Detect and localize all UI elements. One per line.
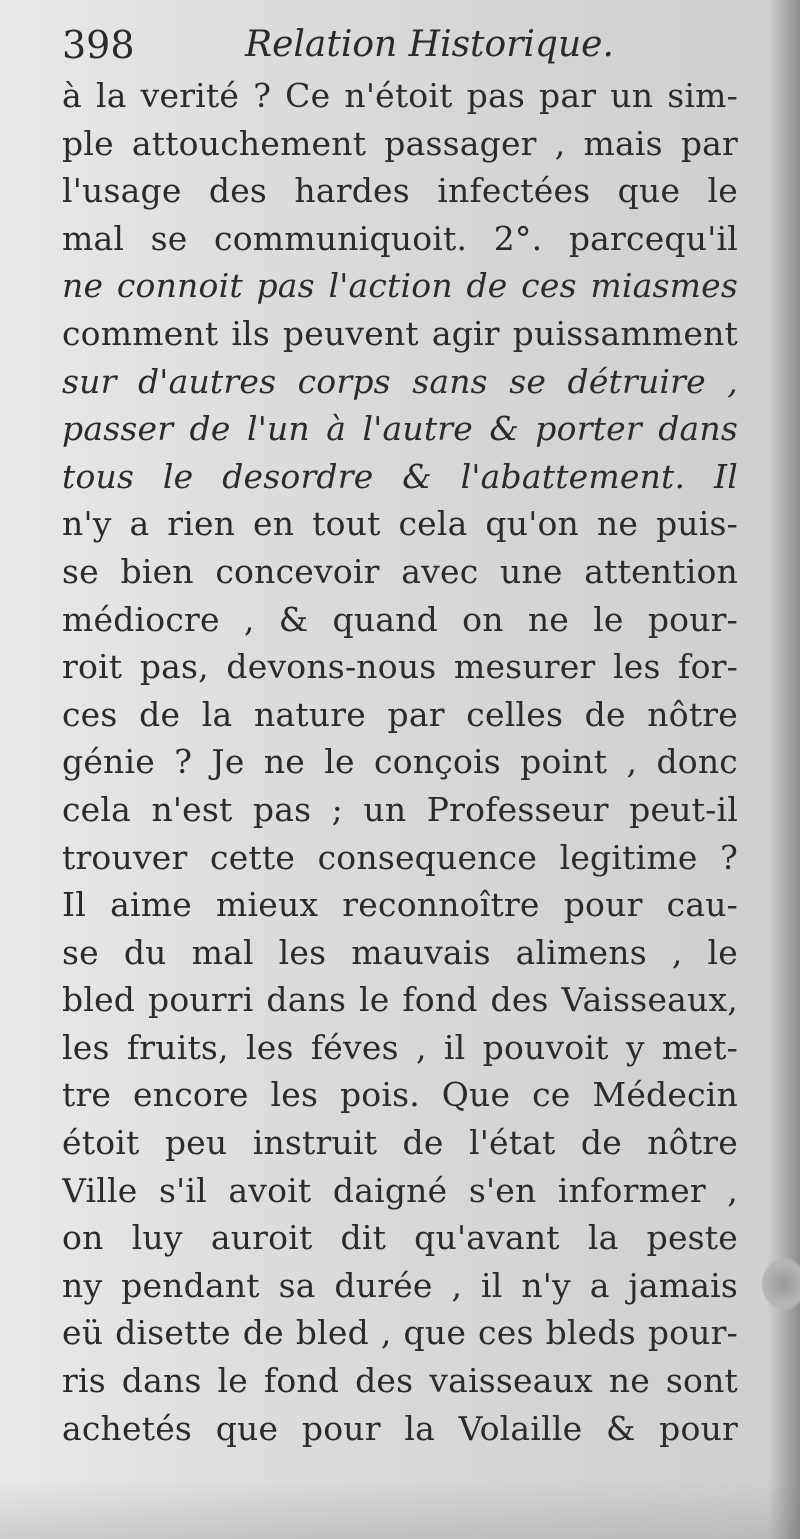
text-line: achetés que pour la Volaille & pour [62, 1408, 738, 1448]
text-line: trouver cette consequence legitime ? [62, 837, 738, 877]
text-line: les fruits, les féves , il pouvoit y met- [62, 1027, 738, 1067]
text-line: eü disette de bled , que ces bleds pour- [62, 1313, 738, 1353]
text-line: ris dans le fond des vaisseaux ne sont [62, 1361, 738, 1401]
text-line: on luy auroit dit qu'avant la peste [62, 1218, 738, 1258]
text-line: médiocre , & quand on ne le pour- [62, 599, 738, 639]
body-text [62, 72, 738, 1452]
text-line: ne connoit pas l'action de ces miasmes [62, 266, 738, 306]
text-line: sur d'autres corps sans se détruire , [62, 361, 738, 401]
text-line: tous le desordre & l'abattement. Il [62, 456, 738, 496]
paper-stain [762, 1258, 800, 1310]
text-line: roit pas, devons-nous mesurer les for- [62, 647, 738, 687]
text-line: Ville s'il avoit daigné s'en informer , [62, 1170, 738, 1210]
text-line: ces de la nature par celles de nôtre [62, 694, 738, 734]
text-line: mal se communiquoit. 2°. parcequ'il [62, 218, 738, 258]
running-title: Relation Historique. [245, 24, 614, 65]
text-line: bled pourri dans le fond des Vaisseaux, [62, 980, 738, 1020]
text-line: comment ils peuvent agir puissamment [62, 313, 738, 353]
text-line: génie ? Je ne le conçois point , donc [62, 742, 738, 782]
text-line: se bien concevoir avec une attention [62, 551, 738, 591]
page-bottom-shadow [0, 1479, 800, 1539]
text-line: ple attouchement passager , mais par [62, 123, 738, 163]
text-line: se du mal les mauvais alimens , le [62, 932, 738, 972]
text-line: l'usage des hardes infectées que le [62, 171, 738, 211]
text-line: n'y a rien en tout cela qu'on ne puis- [62, 504, 738, 544]
page-number: 398 [62, 23, 135, 67]
page-header [62, 18, 742, 72]
text-line: ny pendant sa durée , il n'y a jamais [62, 1265, 738, 1305]
text-line: Il aime mieux reconnoître pour cau- [62, 885, 738, 925]
text-line: étoit peu instruit de l'état de nôtre [62, 1123, 738, 1163]
text-line: cela n'est pas ; un Professeur peut-il [62, 789, 738, 829]
text-line: passer de l'un à l'autre & porter dans [62, 409, 738, 449]
text-line: tre encore les pois. Que ce Médecin [62, 1075, 738, 1115]
text-line: à la verité ? Ce n'étoit pas par un sim- [62, 76, 738, 115]
